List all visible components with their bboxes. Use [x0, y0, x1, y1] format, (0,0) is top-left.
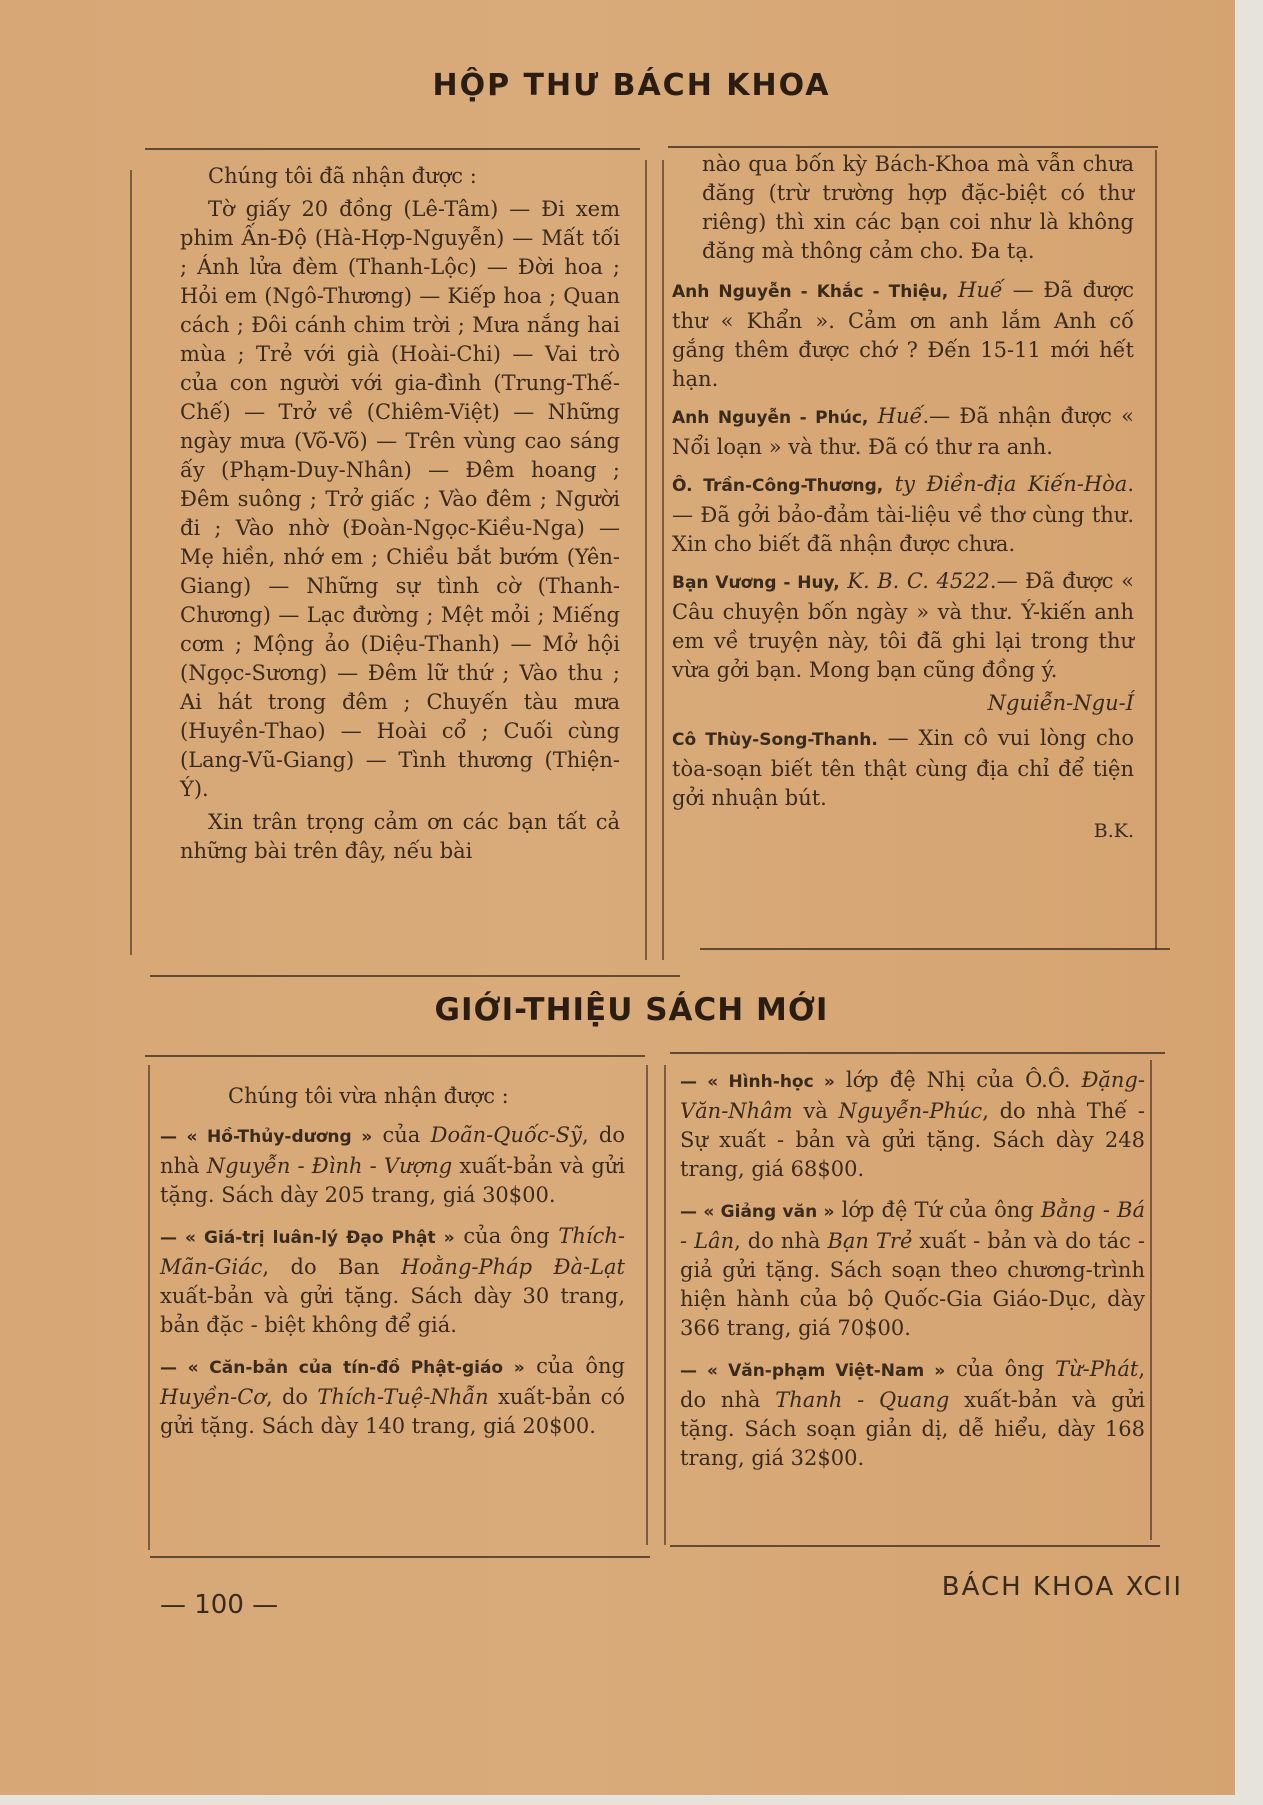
book-publisher: Bạn Trẻ	[827, 1229, 913, 1253]
signature-bk: B.K.	[1093, 820, 1134, 842]
book-publisher: Nguyễn - Đình - Vượng	[206, 1154, 453, 1178]
books-intro: Chúng tôi vừa nhận được :	[228, 1084, 509, 1108]
recipient-name: Bạn Vương - Huy,	[672, 573, 840, 593]
book-details: xuất - bản và do tác - giả gửi tặng. Sách soạn theo chương-trình hiện hành của bộ Quốc-Gia Giáo-Dục, dày 366 trang, giá 70$00.	[680, 1229, 1145, 1340]
book-title: — « Văn-phạm Việt-Nam »	[680, 1361, 946, 1381]
letters-continuation: nào qua bốn kỳ Bách-Khoa mà vẫn chưa đăng (trừ trường hợp đặc-biệt có thư riêng) thì xin các bạn coi như là không đăng mà thông cảm cho. Đa tạ.	[702, 152, 1134, 263]
book-entry: — « Giá-trị luân-lý Đạo Phật » của ông Thích-Mãn-Giác, do Ban Hoằng-Pháp Đà-Lạt xuất-bản và gửi tặng. Sách dày 30 trang, bản đặc - biệt không để giá.	[160, 1224, 625, 1337]
recipient-place: K. B. C. 4522	[847, 569, 990, 593]
book-author: Bằng - Bá - Lân	[680, 1198, 1145, 1253]
column-rule	[664, 1065, 666, 1545]
reply-text: .— Đã được « Câu chuyện bốn ngày » và thư. Ý-kiến anh em về truyện này, tôi đã ghi lại trong thư vừa gởi bạn. Mong bạn cũng đồng ý.	[672, 569, 1134, 682]
book-title: — « Hồ-Thủy-dương »	[160, 1127, 373, 1147]
book-details: xuất-bản có gửi tặng. Sách dày 140 trang, giá 20$00.	[160, 1385, 625, 1438]
letter-entry	[672, 724, 1134, 813]
book-author: Từ-Phát	[1055, 1357, 1139, 1381]
column-rule	[130, 170, 132, 955]
letters-closing: Xin trân trọng cảm ơn các bạn tất cả những bài trên đây, nếu bài	[180, 810, 620, 863]
book-details: xuất-bản và gửi tặng. Sách dày 30 trang, bản đặc - biệt không để giá.	[160, 1284, 625, 1337]
signature: Nguiễn-Ngu-Í	[987, 691, 1134, 715]
recipient-name: Anh Nguyễn - Khắc - Thiệu,	[672, 282, 949, 302]
recipient-place: ty Điền-địa Kiến-Hòa	[894, 472, 1128, 496]
letter-entry	[672, 470, 1134, 559]
reply-text: .— Đã nhận được « Nổi loạn » và thư. Đã có thư ra anh.	[672, 404, 1134, 459]
book-publisher: Thích-Tuệ-Nhẫn	[317, 1385, 489, 1409]
recipient-name: Anh Nguyễn - Phúc,	[672, 408, 869, 428]
column-rule	[148, 1065, 150, 1550]
letters-intro: Chúng tôi đã nhận được :	[208, 164, 477, 188]
letter-entry	[672, 402, 1134, 462]
column-rule	[646, 1065, 648, 1545]
letters-right-column	[672, 150, 1134, 850]
books-right-column	[680, 1066, 1145, 1485]
divider	[668, 146, 1158, 148]
recipient-place: Huế	[958, 278, 1003, 302]
book-title: — « Căn-bản của tín-đồ Phật-giáo »	[160, 1358, 525, 1378]
section-title-new-books: GIỚI-THIỆU SÁCH MỚI	[434, 992, 829, 1028]
column-rule	[645, 160, 647, 960]
book-details: , do nhà Thế - Sự xuất - bản và gửi tặng. Sách dày 248 trang, giá 68$00.	[680, 1099, 1145, 1181]
book-entry: — « Giảng văn » lớp đệ Tứ của ông Bằng - Bá - Lân, do nhà Bạn Trẻ xuất - bản và do tác - giả gửi tặng. Sách soạn theo chương-trình hiện hành của bộ Quốc-Gia Giáo-Dục, dày 366 trang, giá 70$00.	[680, 1198, 1145, 1340]
page-edge	[1235, 0, 1263, 1805]
letters-left-column	[180, 162, 620, 870]
letters-received-list: Tờ giấy 20 đồng (Lê-Tâm) — Đi xem phim Ấn-Độ (Hà-Hợp-Nguyễn) — Mất tối ; Ánh lửa đèm (Thanh-Lộc) — Đời hoa ; Hỏi em (Ngô-Thương) — Kiếp hoa ; Quan cách ; Đôi cánh chim trời ; Mưa nắng hai mùa ; Trẻ với già (Hoài-Chi) — Vai trò của con người với gia-đình (Trung-Thế-Chế) — Trở về (Chiêm-Việt) — Những ngày mưa (Võ-Võ) — Trên vùng cao sáng ấy (Phạm-Duy-Nhân) — Đêm hoang ; Đêm suông ; Trở giấc ; Vào đêm ; Người đi ; Vào nhờ (Đoàn-Ngọc-Kiều-Nga) — Mẹ hiền, nhớ em ; Chiều bắt bướm (Yên-Giang) — Những sự tình cờ (Thanh-Chương) — Lạc đường ; Mệt mỏi ; Miếng cơm ; Mộng ảo (Diệu-Thanh) — Mở hội (Ngọc-Sương) — Đêm lữ thứ ; Vào thu ; Ai hát trong đêm ; Chuyến tàu mưa (Huyền-Thao) — Hoài cổ ; Cuối cùng (Lang-Vũ-Giang) — Tình thương (Thiện-Ý).	[180, 197, 620, 801]
book-entry: — « Hình-học » lớp đệ Nhị của Ô.Ô. Đặng-Văn-Nhâm và Nguyễn-Phúc, do nhà Thế - Sự xuất - bản và gửi tặng. Sách dày 248 trang, giá 68$00.	[680, 1068, 1145, 1181]
book-author: Đặng-Văn-Nhâm	[680, 1068, 1145, 1123]
book-details: xuất-bản và gửi tặng. Sách dày 205 trang, giá 30$00.	[160, 1154, 626, 1207]
book-author: Doãn-Quốc-Sỹ	[430, 1123, 582, 1147]
section-title-letters: HỘP THƯ BÁCH KHOA	[432, 68, 831, 103]
books-left-column	[160, 1082, 625, 1453]
column-rule	[1155, 150, 1157, 950]
letter-entry	[672, 276, 1134, 394]
reply-text: — Đã được thư « Khẩn ». Cảm ơn anh lắm Anh cố gắng thêm được chớ ? Đến 15-11 mới hết hạn.	[672, 278, 1134, 391]
divider	[670, 1545, 1160, 1547]
recipient-name: Ô. Trần-Công-Thương,	[672, 476, 884, 496]
book-title: — « Giá-trị luân-lý Đạo Phật »	[160, 1228, 455, 1248]
book-title: — « Hình-học »	[680, 1072, 835, 1092]
book-entry: — « Căn-bản của tín-đồ Phật-giáo » của ông Huyền-Cơ, do Thích-Tuệ-Nhẫn xuất-bản có gửi tặng. Sách dày 140 trang, giá 20$00.	[160, 1354, 625, 1438]
divider	[145, 148, 640, 150]
column-rule	[1150, 1060, 1152, 1540]
divider	[670, 1052, 1165, 1054]
issue-footer: BÁCH KHOA XCII	[941, 1572, 1183, 1602]
book-entry: — « Hồ-Thủy-dương » của Doãn-Quốc-Sỹ, do nhà Nguyễn - Đình - Vượng xuất-bản và gửi tặng. Sách dày 205 trang, giá 30$00.	[160, 1123, 626, 1207]
divider	[150, 1556, 650, 1558]
book-publisher: Nguyễn-Phúc	[838, 1099, 983, 1123]
column-rule	[662, 160, 664, 960]
book-title: — « Giảng văn »	[680, 1202, 835, 1222]
page-edge-bottom	[0, 1795, 1263, 1805]
divider	[700, 948, 1170, 950]
book-author: Huyền-Cơ	[160, 1385, 266, 1409]
reply-text: — Xin cô vui lòng cho tòa-soạn biết tên thật cùng địa chỉ để tiện gởi nhuận bút.	[672, 726, 1134, 810]
divider	[150, 975, 680, 977]
recipient-place: Huế	[877, 404, 923, 428]
book-details: xuất-bản và gửi tặng. Sách soạn giản dị, dễ hiểu, dày 168 trang, giá 32$00.	[680, 1388, 1145, 1470]
divider	[145, 1055, 645, 1057]
book-entry: — « Văn-phạm Việt-Nam » của ông Từ-Phát, do nhà Thanh - Quang xuất-bản và gửi tặng. Sách soạn giản dị, dễ hiểu, dày 168 trang, giá 32$00.	[680, 1357, 1145, 1470]
book-publisher: Hoằng-Pháp Đà-Lạt	[400, 1255, 625, 1279]
book-publisher: Thanh - Quang	[775, 1388, 950, 1412]
reply-text: .— Đã gởi bảo-đảm tài-liệu về thơ cùng thư. Xin cho biết đã nhận được chưa.	[672, 472, 1134, 556]
book-author: Thích-Mãn-Giác	[160, 1224, 625, 1279]
letter-entry	[672, 567, 1134, 685]
page-number: — 100 —	[160, 1590, 279, 1620]
recipient-name: Cô Thùy-Song-Thanh.	[672, 730, 878, 750]
